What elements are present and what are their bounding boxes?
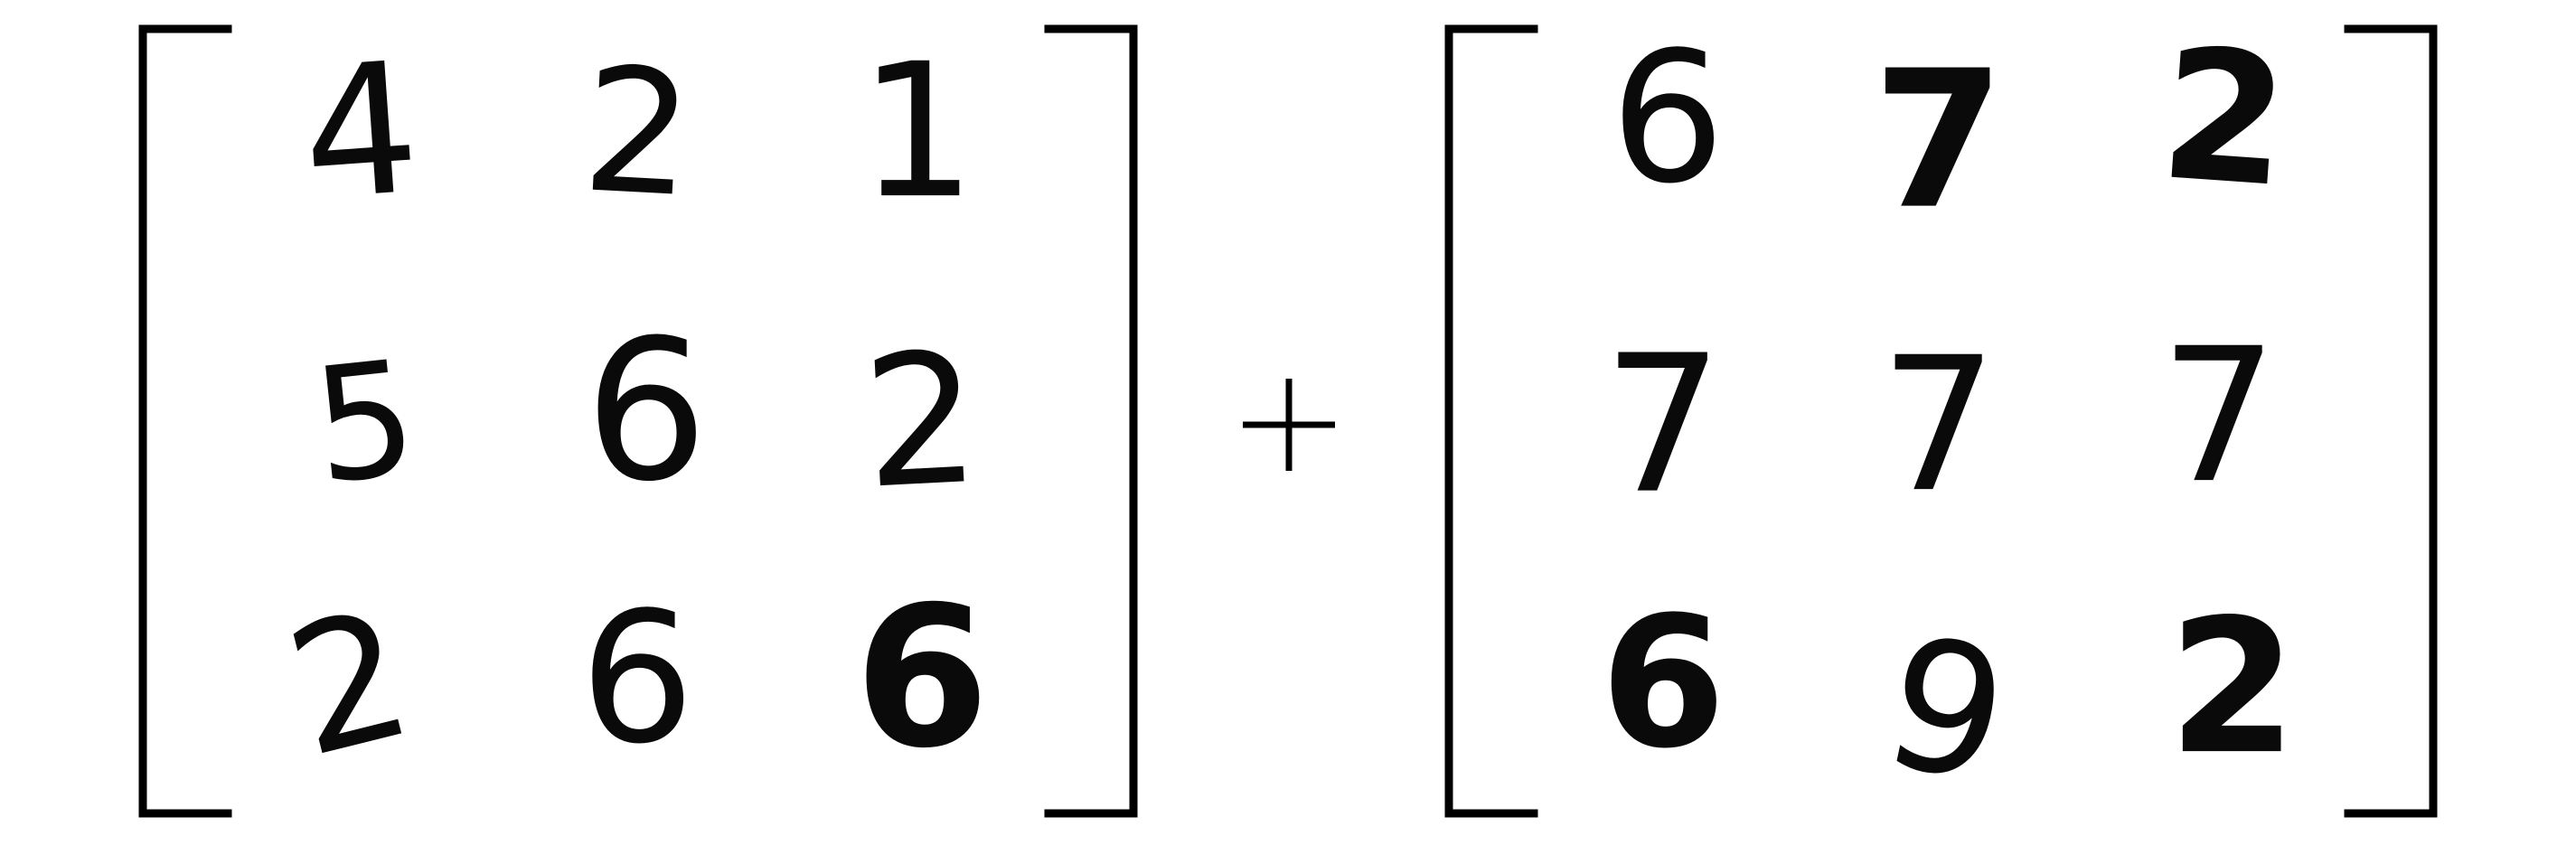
right-matrix-cell-r2-c3: 7	[2159, 309, 2279, 525]
right-matrix-cell-r2-c1: 7	[1603, 314, 1724, 536]
right-matrix-close-bracket	[2348, 29, 2433, 813]
plus-operator	[1243, 379, 1335, 471]
left-matrix-cell-r2-c3: 2	[858, 313, 984, 530]
left-matrix-cell-r3-c1: 2	[269, 569, 429, 797]
left-matrix-open-bracket	[143, 29, 228, 813]
left-matrix-cell-r2-c1: 5	[305, 326, 425, 521]
right-matrix	[1600, 9, 2297, 826]
left-matrix-cell-r3-c3: 6	[854, 564, 990, 792]
right-matrix-cell-r3-c2: 9	[1867, 596, 2025, 826]
right-matrix-cell-r1-c1: 6	[1610, 13, 1725, 224]
right-matrix-cell-r1-c3: 2	[2154, 9, 2295, 229]
left-matrix	[270, 23, 990, 797]
left-matrix-close-bracket	[1048, 29, 1133, 813]
right-matrix-cell-r2-c2: 7	[1879, 318, 1998, 534]
right-matrix-cell-r1-c2: 7	[1872, 29, 2006, 251]
right-matrix-cell-r3-c3: 2	[2167, 580, 2298, 796]
left-matrix-cell-r1-c2: 2	[578, 30, 698, 236]
left-matrix-cell-r2-c2: 6	[584, 297, 709, 525]
right-matrix-cell-r3-c1: 6	[1600, 577, 1726, 789]
left-matrix-cell-r3-c2: 6	[579, 573, 695, 784]
left-matrix-cell-r1-c3: 1	[858, 24, 977, 240]
left-matrix-cell-r1-c1: 4	[296, 23, 426, 241]
right-matrix-open-bracket	[1449, 29, 1534, 813]
